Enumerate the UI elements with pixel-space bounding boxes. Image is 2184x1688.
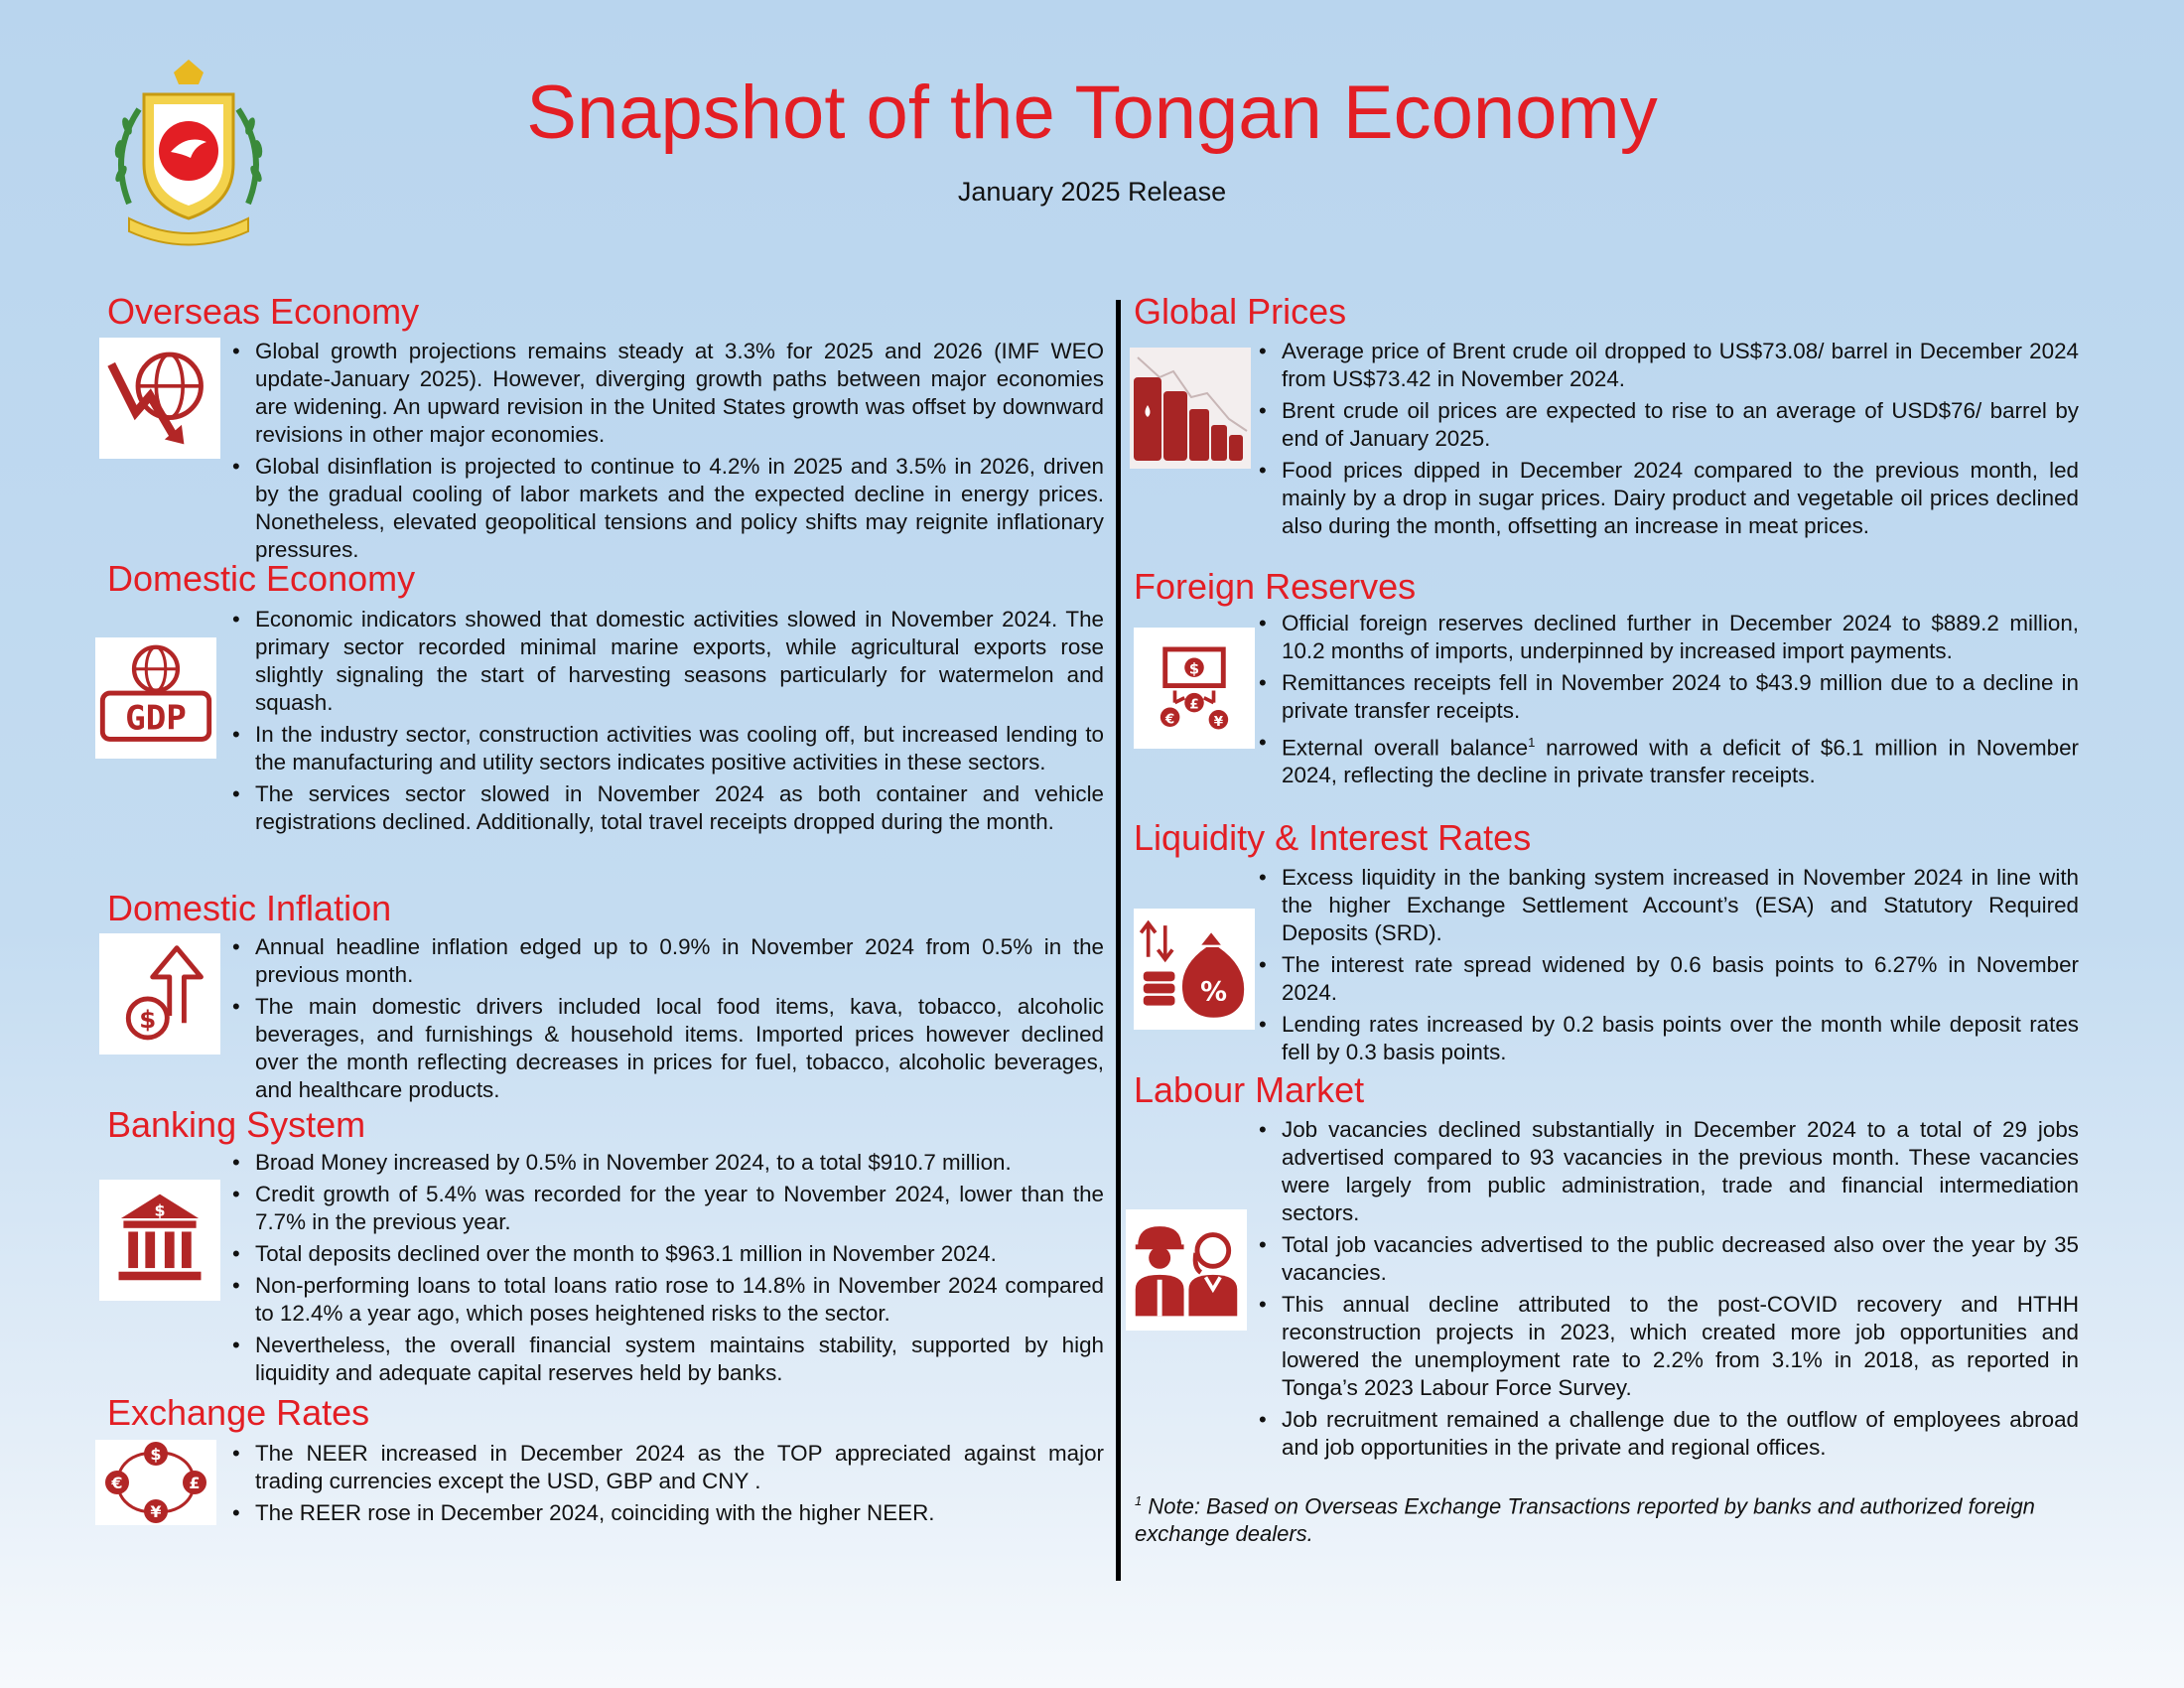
list-item: • Credit growth of 5.4% was recorded for the year to November 2024, lower than the 7.7% in the previous year. <box>228 1181 1104 1236</box>
svg-text:¥: ¥ <box>150 1502 162 1521</box>
list-item: • In the industry sector, construction activities was cooling off, but increased lending to the manufacturing and utility sectors indicates positive activities in these sectors. <box>228 721 1104 776</box>
currency-exchange-icon <box>95 1440 216 1525</box>
list-item: • Job recruitment remained a challenge due to the outflow of employees abroad and job opportunities in the private and regional offices. <box>1255 1406 2079 1462</box>
liquidity-heading: Liquidity & Interest Rates <box>1134 817 1532 858</box>
list-item: • External overall balance$^1$ narrowed with a deficit of $6.1 million in November 2024, reflecting the decline in private transfer receipts. <box>1255 729 2079 789</box>
footnote-marker: 1 <box>1135 1493 1143 1508</box>
banking-heading: Banking System <box>107 1104 366 1145</box>
list-item: • The NEER increased in December 2024 as the TOP appreciated against major trading currencies except the USD, GBP and CNY . <box>228 1440 1104 1495</box>
list-item: • Annual headline inflation edged up to 0.9% in November 2024 from 0.5% in the previous month. <box>228 933 1104 989</box>
globe-decline-icon <box>99 338 220 459</box>
svg-text:$: $ <box>1188 660 1200 678</box>
svg-text:€: € <box>1164 712 1175 728</box>
list-item: • Brent crude oil prices are expected to rise to an average of USD$76/ barrel by end of January 2025. <box>1255 397 2079 453</box>
reserves-list <box>1255 610 2079 793</box>
list-item: • Global disinflation is projected to continue to 4.2% in 2025 and 3.5% in 2026, driven by the gradual cooling of labor markets and the expected decline in energy prices. Nonetheless, elevated geopolitical tensions and policy shifts may reignite inflationary pressures. <box>228 453 1104 564</box>
release-date: January 2025 Release <box>957 177 1227 207</box>
list-item: • Official foreign reserves declined further in December 2024 to $889.2 million, 10.2 months of imports, underpinned by increased import payments. <box>1255 610 2079 665</box>
nrbt-logo <box>99 55 278 253</box>
column-divider <box>1116 300 1121 1581</box>
list-item: • Lending rates increased by 0.2 basis points over the month while deposit rates fell by 0.3 basis points. <box>1255 1011 2079 1066</box>
labour-list <box>1255 1116 2079 1466</box>
svg-text:£: £ <box>189 1474 201 1492</box>
banking-list <box>228 1149 1104 1391</box>
inflation-list <box>228 933 1104 1108</box>
list-item: • Remittances receipts fell in November 2024 to $43.9 million due to a decline in private transfer receipts. <box>1255 669 2079 725</box>
dollar-up-arrow-icon <box>99 933 220 1055</box>
svg-text:£: £ <box>1189 697 1199 713</box>
domestic-heading: Domestic Economy <box>107 558 416 599</box>
money-bag-percent-icon <box>1134 909 1255 1030</box>
list-item: • Global growth projections remains steady at 3.3% for 2025 and 2026 (IMF WEO update-January 2025). However, diverging growth paths between major economies are widening. An upward revision in the United States growth was offset by downward revisions in other major economies. <box>228 338 1104 449</box>
list-item: • Total deposits declined over the month to $963.1 million in November 2024. <box>228 1240 1104 1268</box>
reserves-heading: Foreign Reserves <box>1134 566 1417 607</box>
svg-text:€: € <box>111 1474 123 1492</box>
list-item: • The REER rose in December 2024, coinciding with the higher NEER. <box>228 1499 1104 1527</box>
inflation-heading: Domestic Inflation <box>107 888 392 928</box>
list-item: • This annual decline attributed to the post-COVID recovery and HTHH reconstruction projects in 2023, which created more job opportunities and lowered the unemployment rate to 2.2% from 3.1% in 2018, as reported in Tonga’s 2023 Labour Force Survey. <box>1255 1291 2079 1402</box>
overseas-heading: Overseas Economy <box>107 291 420 332</box>
footnote <box>1135 1487 2078 1548</box>
overseas-list <box>228 338 1104 568</box>
svg-text:%: % <box>1200 976 1227 1008</box>
list-item: • Total job vacancies advertised to the public decreased also over the year by 35 vacancies. <box>1255 1231 2079 1287</box>
svg-text:$: $ <box>139 1005 157 1035</box>
footnote-text: Note: Based on Overseas Exchange Transactions reported by banks and authorized foreign exchange dealers. <box>1135 1493 2035 1547</box>
exchange-list <box>228 1440 1104 1531</box>
svg-text:$: $ <box>154 1200 166 1220</box>
oil-barrels-icon <box>1130 348 1251 469</box>
bank-building-icon <box>99 1180 220 1301</box>
svg-text:¥: ¥ <box>1213 714 1224 730</box>
svg-text:$: $ <box>150 1445 162 1464</box>
list-item: • Job vacancies declined substantially in December 2024 to a total of 29 jobs advertised compared to 93 vacancies in the previous month. These vacancies were largely from public administration, trade and financial intermediation sectors. <box>1255 1116 2079 1227</box>
list-item: • Broad Money increased by 0.5% in November 2024, to a total $910.7 million. <box>228 1149 1104 1177</box>
list-item: • Average price of Brent crude oil dropped to US$73.08/ barrel in December 2024 from US$73.42 in November 2024. <box>1255 338 2079 393</box>
list-item: • Excess liquidity in the banking system increased in November 2024 in line with the higher Exchange Settlement Account’s (ESA) and Statutory Required Deposits (SRD). <box>1255 864 2079 947</box>
list-item: • The services sector slowed in November 2024 as both container and vehicle registrations declined. Additionally, total travel receipts dropped during the month. <box>228 780 1104 836</box>
workers-icon <box>1126 1209 1247 1331</box>
list-item: • The main domestic drivers included local food items, kava, tobacco, alcoholic beverages, and furnishings & household items. Imported prices however declined over the month reflecting decreases in prices for fuel, tobacco, alcoholic beverages, and healthcare products. <box>228 993 1104 1104</box>
gdp-icon <box>95 637 216 759</box>
svg-text:GDP: GDP <box>125 698 187 739</box>
list-item: • Non-performing loans to total loans ratio rose to 14.8% in November 2024 compared to 12.4% a year ago, which poses heightened risks to the sector. <box>228 1272 1104 1328</box>
list-item: • Economic indicators showed that domestic activities slowed in November 2024. The primary sector recorded minimal marine exports, while agricultural exports rose slightly signaling the start of harvesting seasons particularly for watermelon and squash. <box>228 606 1104 717</box>
currency-transfer-icon <box>1134 628 1255 749</box>
liquidity-list <box>1255 864 2079 1070</box>
global-prices-heading: Global Prices <box>1134 291 1347 332</box>
list-item: • Nevertheless, the overall financial system maintains stability, supported by high liquidity and adequate capital reserves held by banks. <box>228 1332 1104 1387</box>
global-prices-list <box>1255 338 2079 544</box>
exchange-heading: Exchange Rates <box>107 1392 370 1433</box>
list-item: • The interest rate spread widened by 0.6 basis points to 6.27% in November 2024. <box>1255 951 2079 1007</box>
list-item: • Food prices dipped in December 2024 compared to the previous month, led mainly by a drop in sugar prices. Dairy product and vegetable oil prices declined also during the month, offsetting an increase in meat prices. <box>1255 457 2079 540</box>
domestic-list <box>228 606 1104 840</box>
labour-heading: Labour Market <box>1134 1069 1365 1110</box>
page-title: Snapshot of the Tongan Economy <box>526 70 1658 155</box>
